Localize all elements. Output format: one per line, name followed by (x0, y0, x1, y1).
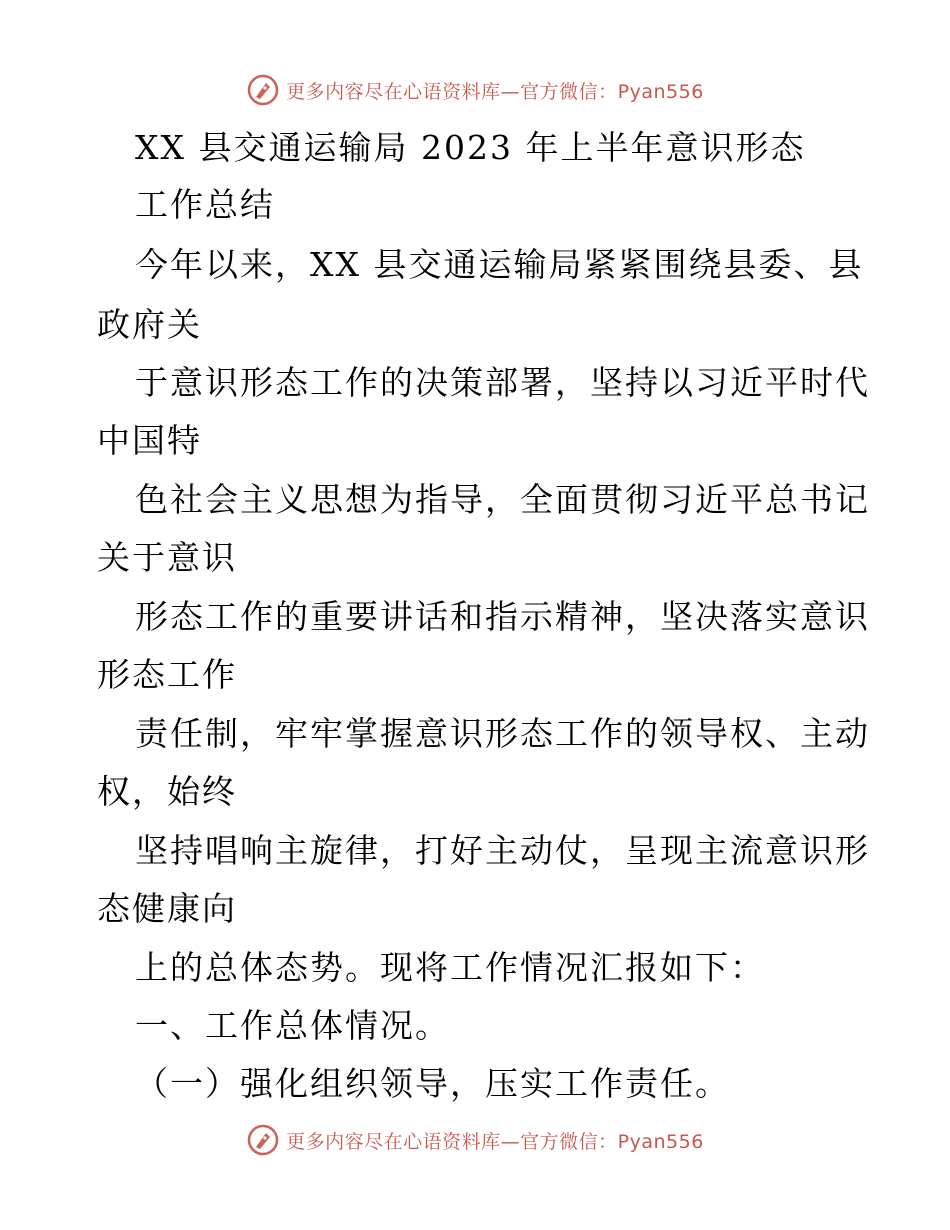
paragraph-line: 于意识形态工作的决策部署，坚持以习近平时代 (135, 363, 870, 402)
paragraph-line: 政府关 (97, 305, 202, 344)
paragraph-line: 责任制，牢牢掌握意识形态工作的领导权、主动 (135, 714, 870, 753)
paragraph-line: 关于意识 (97, 538, 237, 577)
paragraph-line: 坚持唱响主旋律，打好主动仗，呈现主流意识形 (135, 831, 870, 870)
paragraph-line: 形态工作 (97, 655, 237, 694)
document-title-line-1: XX 县交通运输局 2023 年上半年意识形态 (135, 128, 806, 167)
section-heading: 一、工作总体情况。 (135, 1006, 450, 1045)
watermark-text: 更多内容尽在心语资料库—官方微信：Pyan556 (286, 1130, 704, 1153)
document-title-line-2: 工作总结 (135, 185, 275, 224)
watermark-text: 更多内容尽在心语资料库—官方微信：Pyan556 (286, 80, 704, 103)
paragraph-line: 权，始终 (97, 772, 237, 811)
subsection-heading: （一）强化组织领导，压实工作责任。 (135, 1064, 730, 1103)
header-watermark (0, 70, 950, 110)
paragraph-line: 今年以来，XX 县交通运输局紧紧围绕县委、县 (135, 245, 864, 284)
paragraph-line: 形态工作的重要讲话和指示精神，坚决落实意识 (135, 597, 870, 636)
paragraph-line: 色社会主义思想为指导，全面贯彻习近平总书记 (135, 480, 870, 519)
pen-nib-logo-icon (246, 73, 280, 107)
paragraph-line: 上的总体态势。现将工作情况汇报如下： (135, 948, 765, 987)
footer-watermark (0, 1120, 950, 1160)
pen-nib-logo-icon (246, 1123, 280, 1157)
paragraph-line: 态健康向 (97, 889, 237, 928)
paragraph-line: 中国特 (97, 421, 202, 460)
